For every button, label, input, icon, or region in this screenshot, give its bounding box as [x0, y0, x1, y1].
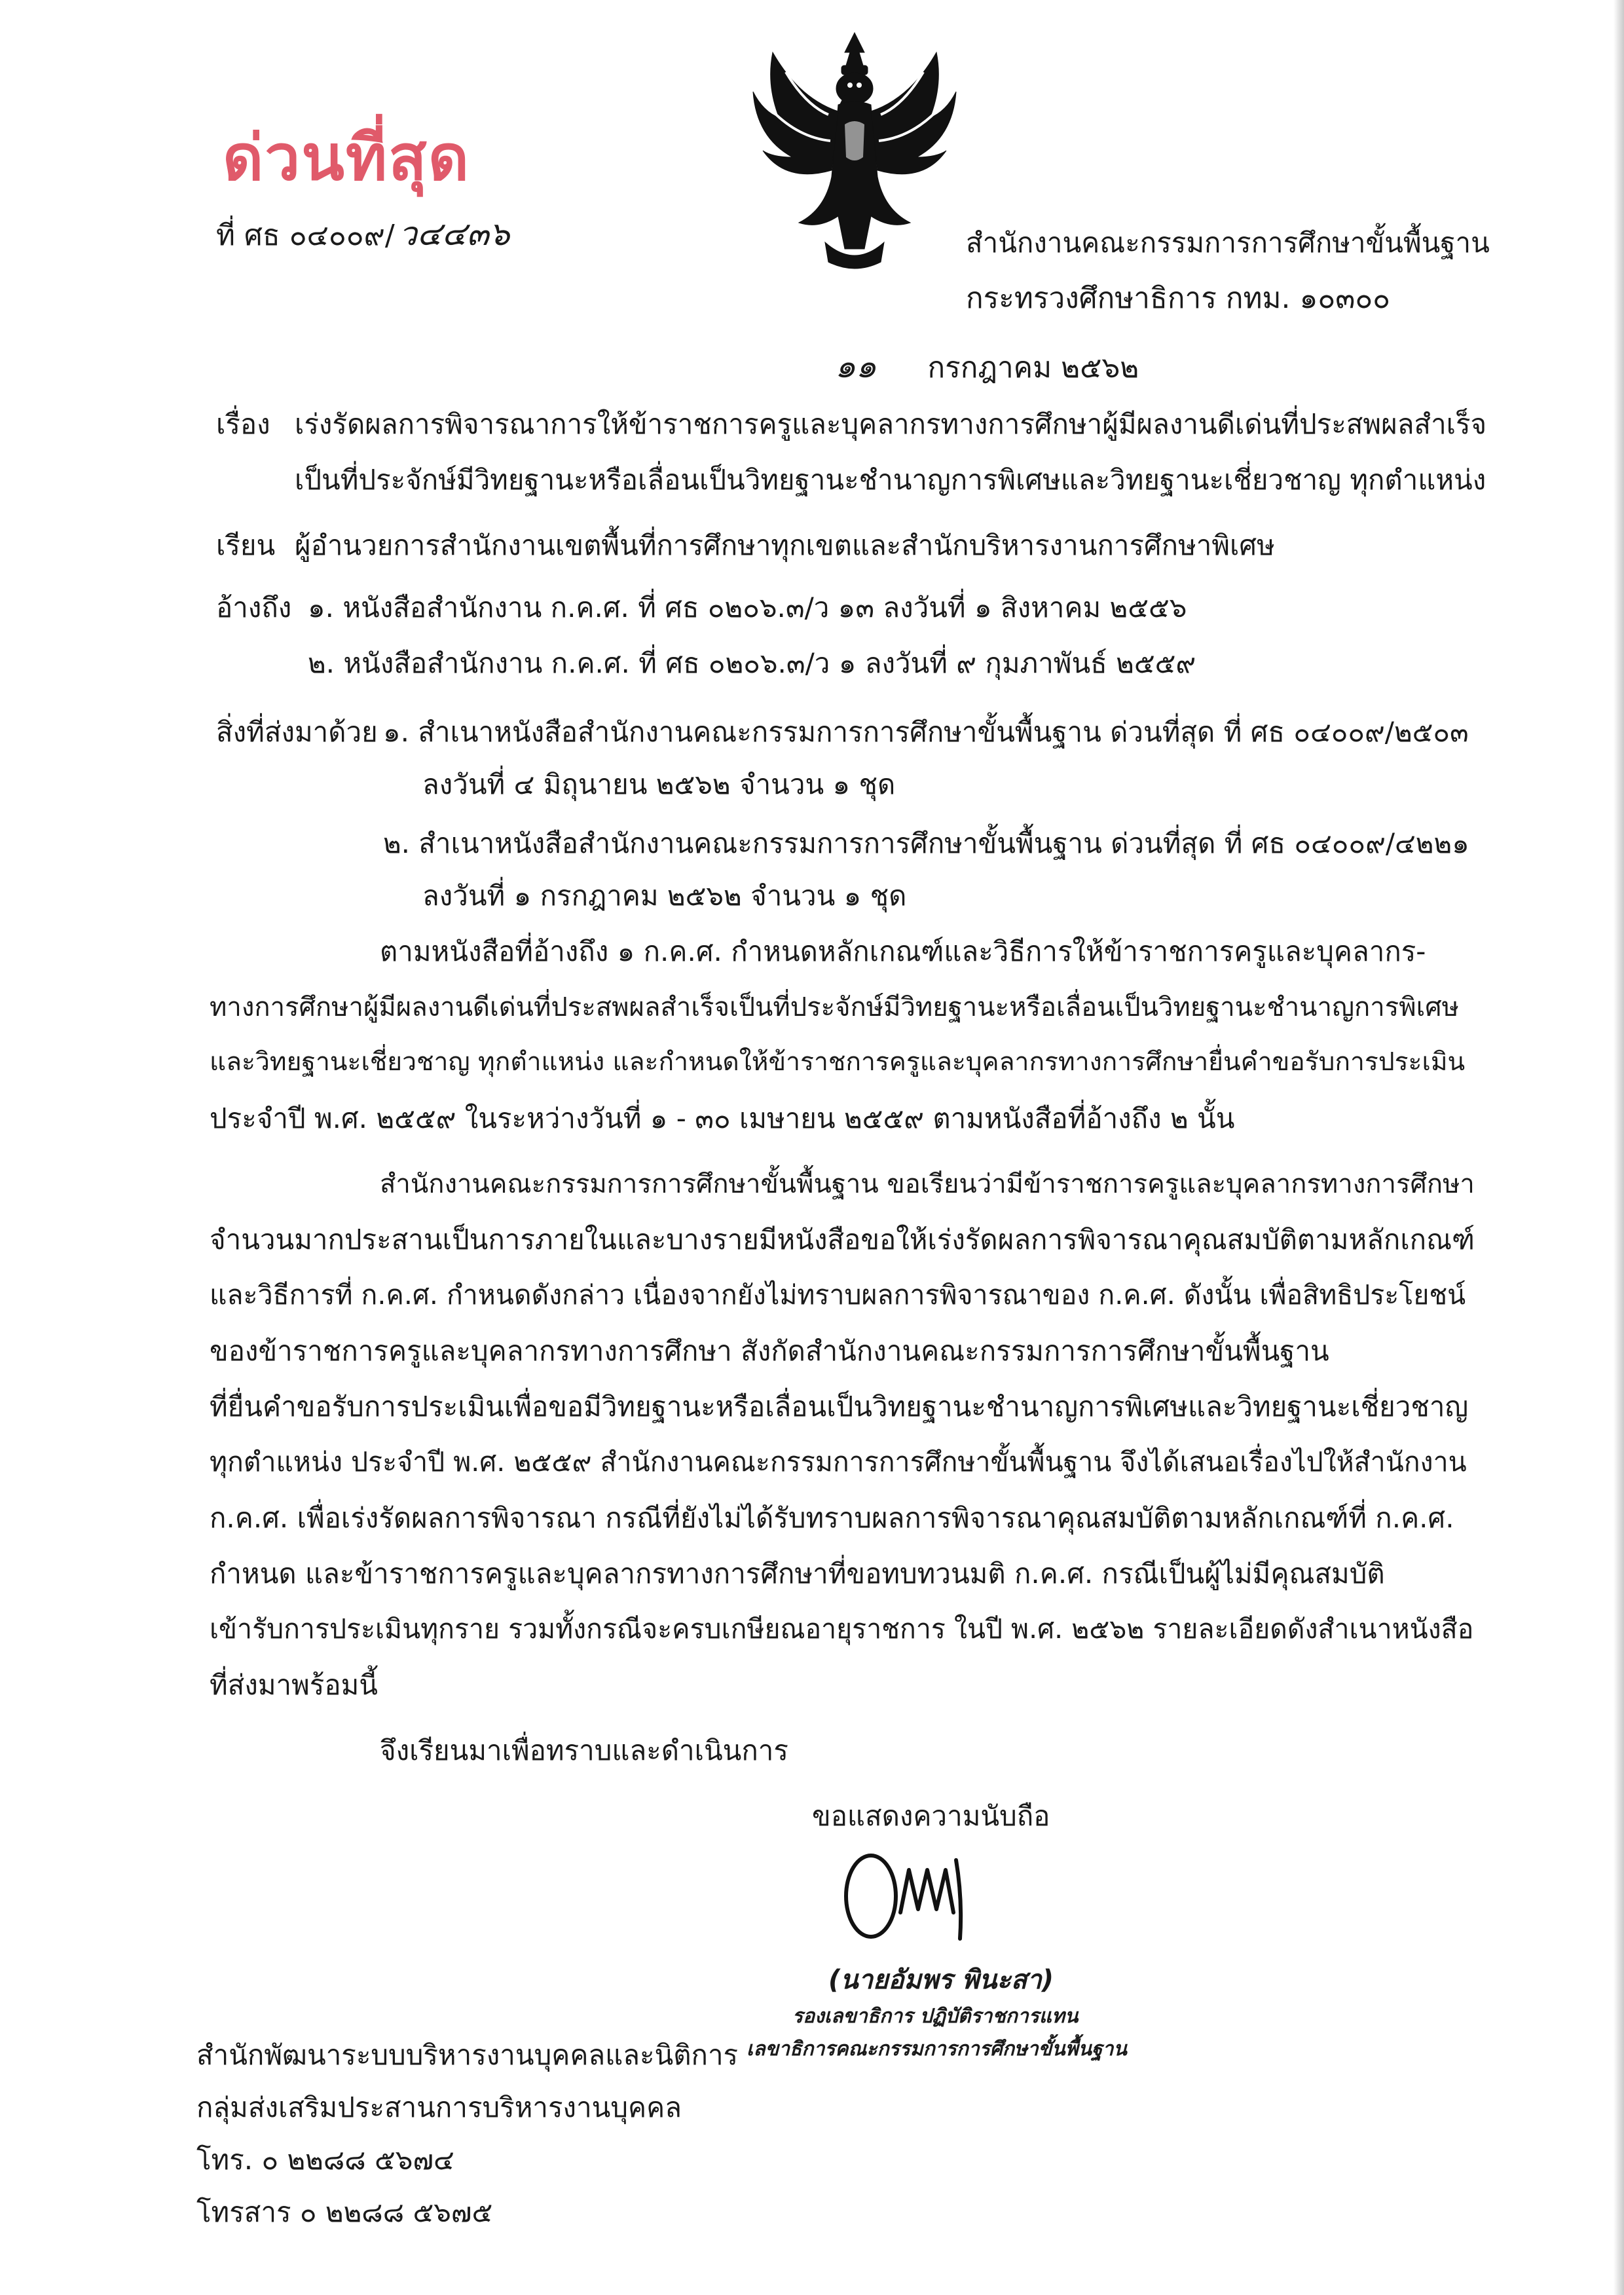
document-number-handwritten: ว๔๔๓๖	[398, 215, 510, 253]
body-para2-line-3: และวิธีการที่ ก.ค.ศ. กำหนดดังกล่าว เนื่องจากยังไม่ทราบผลการพิจารณาของ ก.ค.ศ. ดังนั้น เพื่อสิทธิประโยชน์	[210, 1279, 1466, 1311]
signatory-name: (นายอัมพร พินะสา)	[828, 1965, 1054, 1995]
date-day: ๑๑	[835, 347, 877, 385]
handwritten-signature-icon	[832, 1834, 1002, 1945]
body-para2-line-2: จำนวนมากประสานเป็นการภายในและบางรายมีหนังสือขอให้เร่งรัดผลการพิจารณาคุณสมบัติตามหลักเกณฑ์	[210, 1223, 1475, 1256]
signatory-title-1: รองเลขาธิการ ปฏิบัติราชการแทน	[792, 2005, 1079, 2028]
body-para1-line-1: ตามหนังสือที่อ้างถึง ๑ ก.ค.ศ. กำหนดหลักเกณฑ์และวิธีการให้ข้าราชการครูและบุคลากร-	[380, 935, 1426, 967]
reference-item-2: ๒. หนังสือสำนักงาน ก.ค.ศ. ที่ ศธ ๐๒๐๖.๓/ว ๑ ลงวันที่ ๙ กุมภาพันธ์ ๒๕๕๙	[308, 647, 1196, 679]
urgent-stamp: ด่วนที่สุด	[223, 121, 471, 195]
reference-item-1: ๑. หนังสือสำนักงาน ก.ค.ศ. ที่ ศธ ๐๒๐๖.๓/ว ๑๓ ลงวันที่ ๑ สิงหาคม ๒๕๕๖	[308, 591, 1187, 624]
body-para2-line-8: กำหนด และข้าราชการครูและบุคลากรทางการศึกษาที่ขอทบทวนมติ ก.ค.ศ. กรณีเป็นผู้ไม่มีคุณสมบัติ	[210, 1558, 1385, 1590]
signatory-title-2: เลขาธิการคณะกรรมการการศึกษาขั้นพื้นฐาน	[747, 2038, 1127, 2061]
to-recipient: ผู้อำนวยการสำนักงานเขตพื้นที่การศึกษาทุกเขตและสำนักบริหารงานการศึกษาพิเศษ	[295, 529, 1275, 561]
document-number-prefix: ที่ ศธ ๐๔๐๐๙/	[216, 219, 395, 252]
footer-fax: โทรสาร ๐ ๒๒๘๘ ๕๖๗๕	[196, 2196, 493, 2228]
footer-office: สำนักพัฒนาระบบบริหารงานบุคคลและนิติการ	[196, 2039, 739, 2071]
agency-name: สำนักงานคณะกรรมการการศึกษาขั้นพื้นฐาน	[966, 227, 1490, 259]
footer-group: กลุ่มส่งเสริมประสานการบริหารงานบุคคล	[196, 2091, 682, 2123]
subject-label: เรื่อง	[216, 408, 270, 440]
enclosure-item-2-line-1: ๒. สำเนาหนังสือสำนักงานคณะกรรมการการศึกษาขั้นพื้นฐาน ด่วนที่สุด ที่ ศธ ๐๔๐๐๙/๔๒๒๑	[383, 827, 1469, 859]
body-para1-line-2: ทางการศึกษาผู้มีผลงานดีเด่นที่ประสพผลสำเร็จเป็นที่ประจักษ์มีวิทยฐานะหรือเลื่อนเป็นวิทยฐานะชำนาญการพิเศษ	[210, 992, 1460, 1022]
scan-edge-shadow	[1614, 0, 1624, 2295]
subject-line-1: เร่งรัดผลการพิจารณาการให้ข้าราชการครูและบุคลากรทางการศึกษาผู้มีผลงานดีเด่นที่ประสพผลสำเร็จ	[295, 408, 1487, 440]
body-para2-line-10: ที่ส่งมาพร้อมนี้	[210, 1669, 378, 1701]
garuda-emblem-icon	[747, 26, 963, 275]
regards-line: ขอแสดงความนับถือ	[812, 1800, 1050, 1832]
date-month-year: กรกฎาคม ๒๕๖๒	[927, 351, 1139, 384]
ministry-address: กระทรวงศึกษาธิการ กทม. ๑๐๓๐๐	[966, 282, 1391, 315]
body-para2-line-1: สำนักงานคณะกรรมการการศึกษาขั้นพื้นฐาน ขอเรียนว่ามีข้าราชการครูและบุคลากรทางการศึกษา	[380, 1169, 1475, 1199]
enclosure-item-1-line-1: ๑. สำเนาหนังสือสำนักงานคณะกรรมการการศึกษาขั้นพื้นฐาน ด่วนที่สุด ที่ ศธ ๐๔๐๐๙/๒๕๐๓	[383, 716, 1469, 748]
subject-line-2: เป็นที่ประจักษ์มีวิทยฐานะหรือเลื่อนเป็นวิทยฐานะชำนาญการพิเศษและวิทยฐานะเชี่ยวชาญ ทุกตำแหน่ง	[295, 464, 1486, 496]
body-para2-line-7: ก.ค.ศ. เพื่อเร่งรัดผลการพิจารณา กรณีที่ยังไม่ได้รับทราบผลการพิจารณาคุณสมบัติตามหลักเกณฑ์ที่ ก.ค.ศ.	[210, 1502, 1454, 1534]
to-label: เรียน	[216, 529, 276, 561]
closing-line: จึงเรียนมาเพื่อทราบและดำเนินการ	[380, 1734, 788, 1766]
references-label: อ้างถึง	[216, 591, 292, 624]
body-para2-line-6: ทุกตำแหน่ง ประจำปี พ.ศ. ๒๕๕๙ สำนักงานคณะกรรมการการศึกษาขั้นพื้นฐาน จึงได้เสนอเรื่องไปให้สำนักงาน	[210, 1446, 1467, 1478]
body-para2-line-4: ของข้าราชการครูและบุคลากรทางการศึกษา สังกัดสำนักงานคณะกรรมการการศึกษาขั้นพื้นฐาน	[210, 1335, 1329, 1367]
body-para1-line-4: ประจำปี พ.ศ. ๒๕๕๙ ในระหว่างวันที่ ๑ - ๓๐ เมษายน ๒๕๕๙ ตามหนังสือที่อ้างถึง ๒ นั้น	[210, 1102, 1235, 1134]
enclosures-label: สิ่งที่ส่งมาด้วย	[216, 716, 378, 748]
document-date	[835, 341, 1139, 392]
document-number	[216, 208, 509, 260]
body-para2-line-5: ที่ยื่นคำขอรับการประเมินเพื่อขอมีวิทยฐานะหรือเลื่อนเป็นวิทยฐานะชำนาญการพิเศษและวิทยฐานะเชี่ยวชาญ	[210, 1390, 1469, 1423]
footer-tel: โทร. ๐ ๒๒๘๘ ๕๖๗๔	[196, 2144, 454, 2176]
enclosure-item-1-line-2: ลงวันที่ ๔ มิถุนายน ๒๕๖๒ จำนวน ๑ ชุด	[422, 768, 896, 800]
body-para2-line-9: เข้ารับการประเมินทุกราย รวมทั้งกรณีจะครบเกษียณอายุราชการ ในปี พ.ศ. ๒๕๖๒ รายละเอียดดังสำเนาหนังสือ	[210, 1613, 1474, 1645]
enclosure-item-2-line-2: ลงวันที่ ๑ กรกฎาคม ๒๕๖๒ จำนวน ๑ ชุด	[422, 880, 907, 912]
body-para1-line-3: และวิทยฐานะเชี่ยวชาญ ทุกตำแหน่ง และกำหนดให้ข้าราชการครูและบุคลากรทางการศึกษายื่นคำขอรับการประเมิน	[210, 1047, 1466, 1077]
